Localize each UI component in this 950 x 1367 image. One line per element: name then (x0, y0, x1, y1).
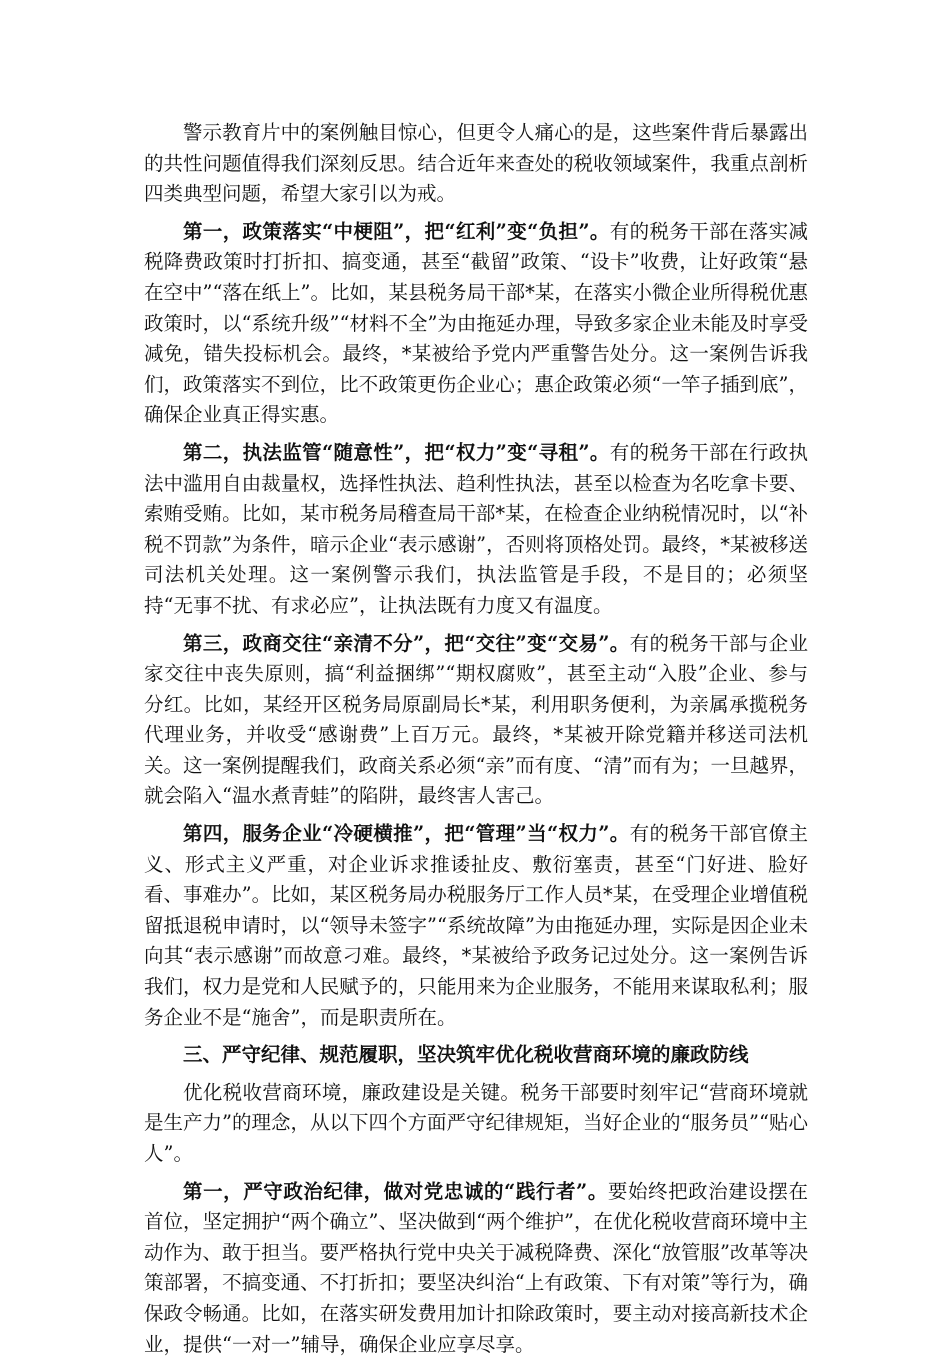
paragraph-lead: 第四，服务企业“冷硬横推”，把“管理”当“权力”。 (183, 822, 630, 846)
paragraph-lead: 第三，政商交往“亲清不分”，把“交往”变“交易”。 (183, 631, 630, 655)
paragraph-text: 要始终把政治建设摆在首位，坚定拥护“两个确立”、坚决做到“两个维护”，在优化税收营商环境中主动作为、敢于担当。要严格执行党中央关于减税降费、深化“放管服”改革等决策部署，不搞变通、不打折扣；要坚决纠治“上有政策、下有对策”等行为，确保政令畅通。比如，在落实研发费用加计扣除政策时，要主动对接高新技术企业，提供“一对一”辅导，确保企业应享尽享。 (144, 1179, 808, 1356)
paragraph-text: 有的税务干部与企业家交往中丧失原则，搞“利益捆绑”“期权腐败”，甚至主动“入股”企业、参与分红。比如，某经开区税务局原副局长*某，利用职务便利，为亲属承揽税务代理业务，并收受“感谢费”上百万元。最终，*某被开除党籍并移送司法机关。这一案例提醒我们，政商关系必须“亲”而有度、“清”而有为；一旦越界，就会陷入“温水煮青蛙”的陷阱，最终害人害己。 (144, 631, 808, 808)
paragraph-text: 优化税收营商环境，廉政建设是关键。税务干部要时刻牢记“营商环境就是生产力”的理念，从以下四个方面严守纪律规矩，当好企业的“服务员”“贴心人”。 (144, 1080, 808, 1165)
paragraph-lead: 第二，执法监管“随意性”，把“权力”变“寻租”。 (183, 440, 610, 464)
paragraph-text: 有的税务干部在行政执法中滥用自由裁量权，选择性执法、趋利性执法，甚至以检查为名吃拿卡要、索贿受贿。比如，某市税务局稽查局干部*某，在检查企业纳税情况时，以“补税不罚款”为条件，暗示企业“表示感谢”，否则将顶格处罚。最终，*某被移送司法机关处理。这一案例警示我们，执法监管是手段，不是目的；必须坚持“无事不扰、有求必应”，让执法既有力度又有温度。 (144, 440, 808, 617)
case-paragraph-1 (144, 217, 808, 431)
case-paragraph-3 (144, 629, 808, 813)
section-heading: 三、严守纪律、规范履职，坚决筑牢优化税收营商环境的廉政防线 (183, 1043, 749, 1067)
section-intro-paragraph (144, 1078, 808, 1170)
paragraph-text: 警示教育片中的案例触目惊心，但更令人痛心的是，这些案件背后暴露出的共性问题值得我们深刻反思。结合近年来查处的税收领域案件，我重点剖析四类典型问题，希望大家引以为戒。 (144, 121, 808, 206)
document-body (144, 118, 808, 1367)
paragraph-text: 有的税务干部官僚主义、形式主义严重，对企业诉求推诿扯皮、敷衍塞责，甚至“门好进、脸好看、事难办”。比如，某区税务局办税服务厅工作人员*某，在受理企业增值税留抵退税申请时，以“领导未签字”“系统故障”为由拖延办理，实际是因企业未向其“表示感谢”而故意刁难。最终，*某被给予政务记过处分。这一案例告诉我们，权力是党和人民赋予的，只能用来为企业服务，不能用来谋取私利；服务企业不是“施舍”，而是职责所在。 (144, 822, 808, 1029)
case-paragraph-2 (144, 438, 808, 622)
paragraph-lead: 第一，严守政治纪律，做对党忠诚的“践行者”。 (183, 1179, 608, 1203)
discipline-paragraph-1 (144, 1177, 808, 1361)
paragraph-text: 有的税务干部在落实减税降费政策时打折扣、搞变通，甚至“截留”政策、“设卡”收费，让好政策“悬在空中”“落在纸上”。比如，某县税务局干部*某，在落实小微企业所得税优惠政策时，以“系统升级”“材料不全”为由拖延办理，导致多家企业未能及时享受减免，错失投标机会。最终，*某被给予党内严重警告处分。这一案例告诉我们，政策落实不到位，比不政策更伤企业心；惠企政策必须“一竿子插到底”，确保企业真正得实惠。 (144, 219, 808, 427)
intro-paragraph (144, 118, 808, 210)
case-paragraph-4 (144, 819, 808, 1033)
paragraph-lead: 第一，政策落实“中梗阻”，把“红利”变“负担”。 (183, 219, 610, 243)
